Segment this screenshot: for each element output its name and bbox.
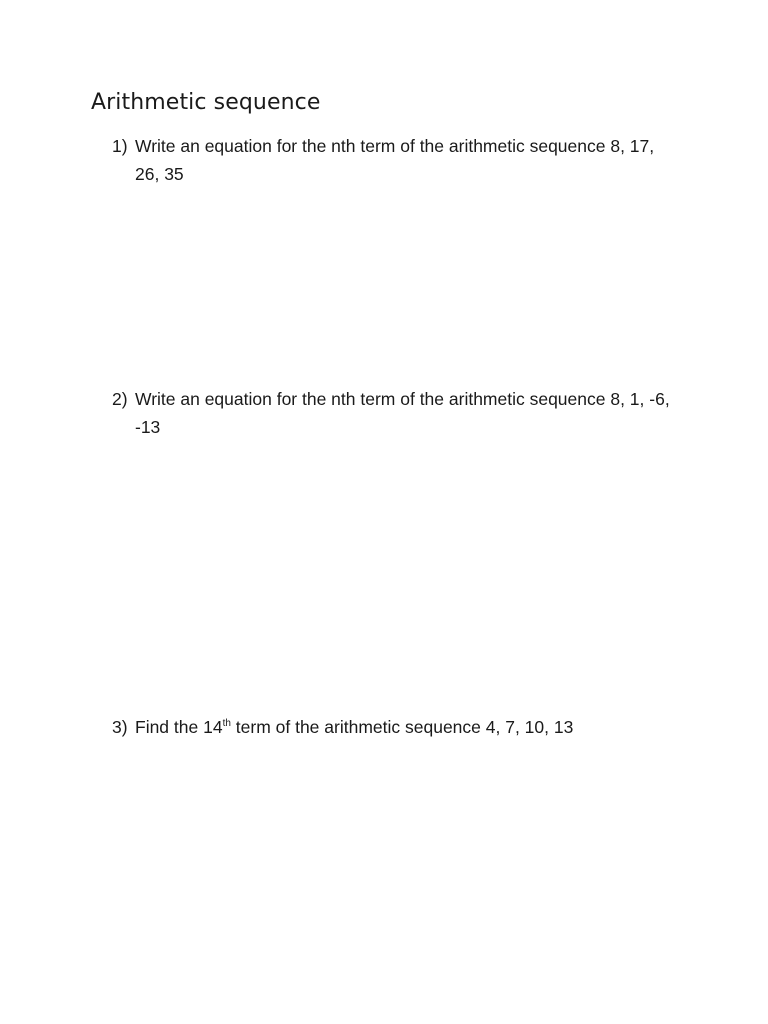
- question-number: 2): [112, 389, 128, 409]
- question-3: [112, 713, 682, 741]
- ordinal-superscript: th: [222, 718, 231, 729]
- question-text: Write an equation for the nth term of the arithmetic sequence 8, 17, 26, 35: [135, 136, 655, 184]
- question-2: [112, 385, 682, 441]
- page-title: Arithmetic sequence: [91, 90, 321, 115]
- question-text-start: Find the 14: [135, 717, 223, 737]
- question-text: Write an equation for the nth term of the arithmetic sequence 8, 1, -6, -13: [135, 389, 670, 437]
- question-1: [112, 132, 682, 188]
- question-number: 1): [112, 136, 128, 156]
- question-number: 3): [112, 717, 128, 737]
- question-text-end: term of the arithmetic sequence 4, 7, 10, 13: [230, 717, 574, 737]
- question-text: [135, 713, 682, 741]
